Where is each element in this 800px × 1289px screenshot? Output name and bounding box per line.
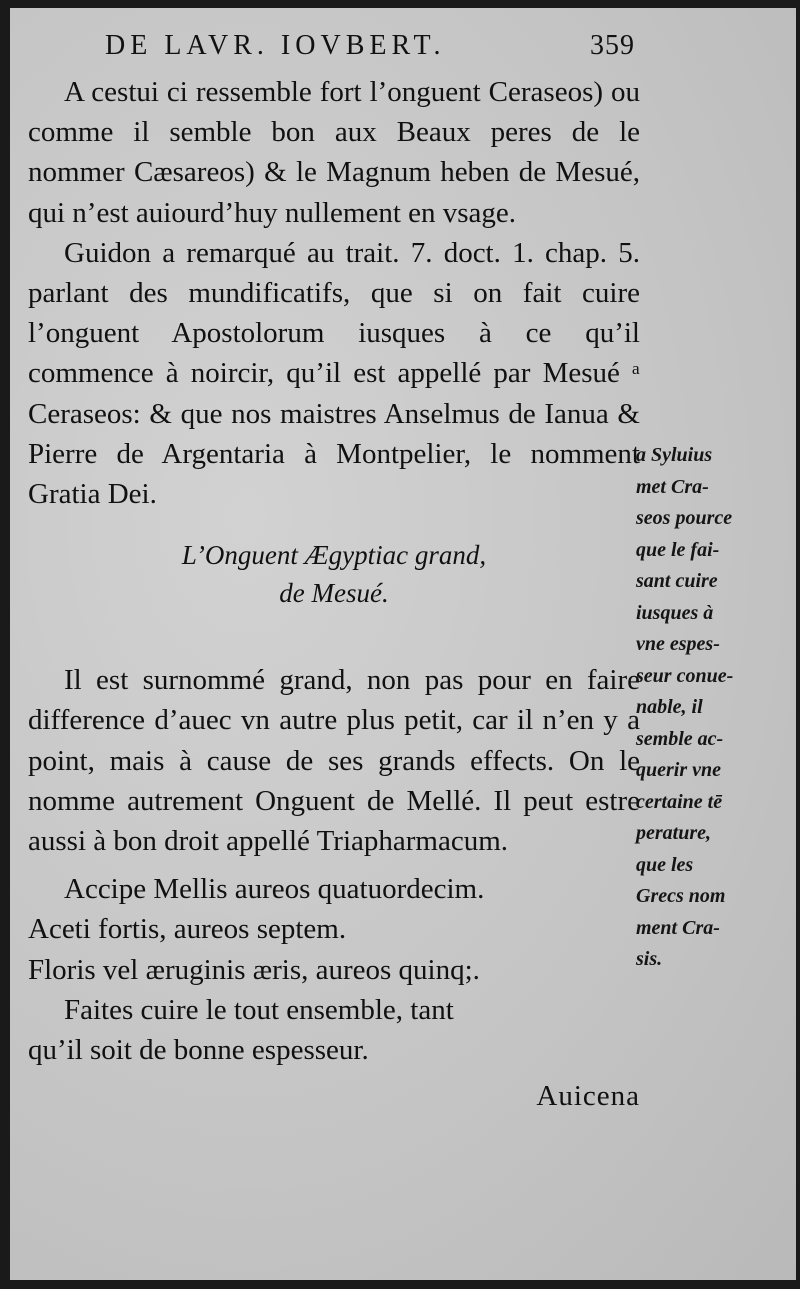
margin-note-line: ment Cra- [636,916,720,939]
page-header [105,30,635,66]
margin-note-line: nable, il [636,696,703,718]
margin-note-line: que le fai- [636,538,720,561]
closing-line: Faites cuire le tout ensemble, tant [64,993,454,1026]
recipe-line: Floris vel æruginis æris, aureos quinq;. [28,953,480,986]
catchword: Auicena [536,1080,640,1113]
margin-note-line: a Syluius [636,444,713,466]
margin-note [636,440,786,976]
recipe-block [28,869,640,1070]
margin-note-line: Grecs nom [636,885,726,907]
margin-note-line: certaine tē [636,790,723,813]
margin-note-line: sis. [636,948,663,970]
margin-note-line: seos pource [636,507,733,529]
margin-note-line: met Cra- [636,475,709,498]
margin-note-line: semble ac- [636,727,724,750]
margin-note-line: seur conue- [636,664,734,687]
margin-note-line: sant cuire [636,570,718,592]
paragraph-1: A cestui ci ressemble fort l’onguent Ceraseos) ou comme il semble bon aux Beaux peres de le nommer Cæsareos) & le Magnum heben de Mesué, qui n’est auiourd’huy nullement en vsage. [28,76,640,229]
margin-note-line: iusques à [636,601,714,624]
recipe-line: Accipe Mellis aureos quatuordecim. [64,873,485,906]
paragraph-2: Guidon a remarqué au trait. 7. doct. 1. chap. 5. parlant des mundificatifs, que si on fait cuire l’onguent Apostolorum iusques à ce qu’il commence à noircir, qu’il est appellé par Mesué ᵃ Ceraseos: & que nos maistres Anselmus de Ianua & Pierre de Argentaria à Montpelier, le nomment Gratia Dei. [28,236,640,511]
main-text-column [28,72,640,1116]
paragraph-3: Il est surnommé grand, non pas pour en faire difference d’auec vn autre plus petit, car il n’en y a point, mais à cause de ses grands effects. On le nomme autrement Onguent de Mellé. Il peut estre aussi à bon droit appellé Triapharmacum. [28,664,640,858]
margin-note-line: querir vne [636,759,721,781]
closing-line: qu’il soit de bonne espesseur. [28,1034,369,1067]
book-page [10,8,796,1280]
section-heading [28,536,640,612]
margin-note-line: vne espes- [636,633,720,655]
running-head: DE LAVR. IOVBERT. [105,30,446,61]
margin-note-line: que les [636,853,694,876]
section-heading-line-1: L’Onguent Ægyptiac grand, [181,540,487,571]
margin-note-line: perature, [636,822,711,844]
recipe-line: Aceti fortis, aureos septem. [28,913,347,946]
page-number: 359 [590,30,635,61]
section-heading-line-2: de Mesué. [279,578,389,609]
